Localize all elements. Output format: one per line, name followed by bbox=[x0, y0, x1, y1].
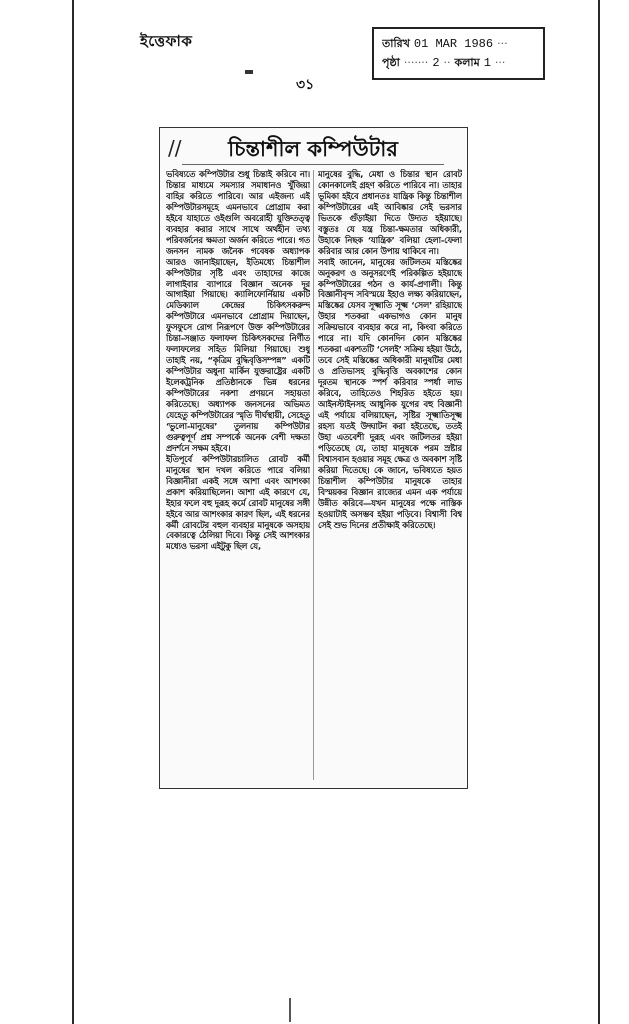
hand-mark: // bbox=[168, 136, 182, 160]
left-fold-line bbox=[72, 0, 74, 1024]
date-stamp bbox=[372, 27, 545, 80]
stamp-date-row bbox=[382, 35, 535, 54]
paragraph: সবাই জানেন, মানুষের জটিলতম মস্তিষ্কের অনুকরণ ও অনুসরণেই পরিকল্পিত হইয়াছে কম্পিউটারের গঠন ও কার্য-প্রণালী। কিন্তু বিজ্ঞানীবৃন্দ সবিস্ময়ে ইহাও লক্ষ্য করিয়াছেন, মস্তিষ্কের যেসব সূক্ষ্মাতি সূক্ষ্ম ‘সেল’ রহিয়াছে উহার শতকরা একভাগও কোন মানুষ সক্রিয়ভাবে ব্যবহার করে না, কিংবা করিতে পারে না। যদি কোনদিন কোন মস্তিষ্কের শতকরা একশতটি ‘সেলই’ সক্রিয় হইয়া উঠে, তবে সেই মস্তিষ্কের অধিকারী মানুষটির মেধা ও প্রতিভাসহ বুদ্ধিবৃত্তি অবকাশের কোন দূরতম স্থানকে স্পর্শ করিবার স্পর্ধা লাভ করিবে, তাহিতেও শিহরিত হইতে হয়। আইনস্টাইনসহ আধুনিক যুগের বহু বিজ্ঞানী এই পর্যায়ে বলিয়াছেন, সৃষ্টির সূক্ষ্মাতিসূক্ষ্ম রহস্য যতই উদ্ঘাটন করা হইতেছে, ততই উহা এতবেশী দুরূহ এবং জটিলতর হইয়া পড়িতেছে যে, তাহা মানুষকে পরম স্রষ্টার বিশ্বাসবান হওয়ার সমূহ ক্ষেত্র ও অবকাশ সৃষ্টি করিয়া দিতেছে। কে জানে, ভবিষ্যতে হয়ত চিন্তাশীল কম্পিউটার মানুষকে তাহার বিস্ময়কর বিজ্ঞান রাজ্যের এমন এক পর্যায়ে উন্নীত করিবে—যখন মানুষের পক্ষে নাস্তিক হওয়াটাই অসম্ভব হইয়া পড়িবে। বিশ্বাসী বিশ্ব সেই শুভ দিনের প্রতীক্ষাই করিতেছে। bbox=[318, 256, 462, 530]
page-mark: ৩১ bbox=[296, 77, 315, 93]
stamp-date-label: তারিখ bbox=[382, 37, 410, 50]
article-headline: চিন্তাশীল কম্পিউটার bbox=[182, 134, 444, 165]
stamp-column-label: কলাম bbox=[454, 56, 480, 69]
stamp-column-dots: ··· bbox=[494, 56, 506, 69]
ink-speck bbox=[245, 70, 253, 74]
right-fold-line bbox=[598, 0, 600, 1024]
stamp-date-value: 01 MAR 1986 bbox=[413, 37, 494, 51]
stamp-column-value: 1 bbox=[483, 56, 491, 70]
article-column-2 bbox=[318, 169, 462, 783]
article-column-1 bbox=[166, 169, 310, 783]
paragraph: ইতিপূর্বে কম্পিউটারচালিত রোবট কর্মী মানুষের স্থান দখল করিতে পারে বলিয়া বিজ্ঞানীরা একই সঙ্গে আশা এবং আশংকা প্রকাশ করিয়াছিলেন। আশা এই কারণে যে, ইহার ফলে বহু দুরূহ কর্মে রোবট মানুষের সঙ্গী হইবে আর আশংকার কারণ ছিল, এই ধরনের কর্মী রোবটের বহুল ব্যবহার মানুষকে অসহায় বেকারত্বে ঠেলিয়া দিবে। কিন্তু সেই আশংকার মধ্যেও ভরসা এইটুকু ছিল যে, bbox=[166, 453, 310, 552]
article-clipping bbox=[159, 127, 468, 789]
bottom-ink-mark bbox=[287, 998, 293, 1022]
column-divider bbox=[313, 170, 314, 780]
stamp-date-dots: ··· bbox=[497, 37, 508, 50]
stamp-page-row: পৃষ্ঠা ······· 2 ·· কলাম 1 ··· bbox=[382, 54, 535, 73]
stamp-page-value: 2 bbox=[432, 56, 440, 70]
newspaper-name: ইত্তেফাক bbox=[140, 32, 193, 50]
paragraph: মানুষের বুদ্ধি, মেধা ও চিন্তার স্থান রোবট কোনকালেই গ্রহণ করিতে পারিবে না। তাহার ভূমিকা হইবে প্রধানতঃ যান্ত্রিক কিন্তু চিন্তাশীল কম্পিউটারের এই আবিষ্কার সেই ভরসার ভিতকে গুঁড়াইয়া দিতে উদ্যত হইয়াছে। বস্তুতঃ যে যন্ত্র চিন্তা-ক্ষমতার অধিকারী, উহাকে নিছক ‘যান্ত্রিক’ বলিয়া হেলা-ফেলা করিবার আর কোন উপায় থাকিবে না। bbox=[318, 169, 462, 256]
paragraph: ভবিষ্যতে কম্পিউটার শুধু চিন্তাই করিবে না। চিন্তার মাধ্যমে সমস্যার সমাধানও খুঁজিয়া বাহির করিতে পারিবে। আর এইজন্য এই কম্পিউটারসমূহে এমনভাবে প্রোগ্রাম করা হইবে যাহাতে ওইগুলি অবরোহী যুক্তিতত্ত্ব ব্যবহার করার সাথে সাথে অর্থহীন তথ্য পরিবর্জনের ক্ষমতা অর্জন করিতে পারে। গত জনসন নামক জনৈক গবেষক অধ্যাপক আরও জানাইয়াছেন, ইতিমধ্যে চিন্তাশীল কম্পিউটার সৃষ্টি এবং তাহাদের কাজে লাগাইবার ব্যাপারে বিজ্ঞান অনেক দূর আগাইয়া গিয়াছে। ক্যালিফোর্নিয়ায় একটি মেডিক্যাল কেন্দ্রের চিকিৎসকরুন্দ কম্পিউটারে এমনভাবে প্রোগ্রাম দিয়াছেন, ফুসফুসে রোগ নিরূপণে উক্ত কম্পিউটারের চিন্তা-সঞ্জাত ফলাফল চিকিৎসকদের নির্ণীত ফলাফলের সহিত মিলিয়া গিয়াছে। শুধু তাহাই নয়, “কৃত্রিম বুদ্ধিবৃত্তিসম্পন্ন” একটি কম্পিউটার অধুনা মার্কিন যুক্তরাষ্ট্রের একটি ইলেকট্রনিক প্রতিষ্ঠানকে ভিন্ন ধরনের কম্পিউটারের নকশা প্রণয়নে সহায়তা করিতেছে। অধ্যাপক জনসনের অভিমত যেহেতু কম্পিউটারের স্মৃতি দীর্ঘস্থায়ী, সেহেতু ‘ভুলো-মানুষের’ তুলনায় কম্পিউটার গুরুত্বপূর্ণ প্রশ্ন সম্পর্কে অনেক বেশী দক্ষতা প্রদর্শনে সক্ষম হইবে। bbox=[166, 169, 310, 453]
stamp-page-label: পৃষ্ঠা bbox=[382, 56, 400, 69]
